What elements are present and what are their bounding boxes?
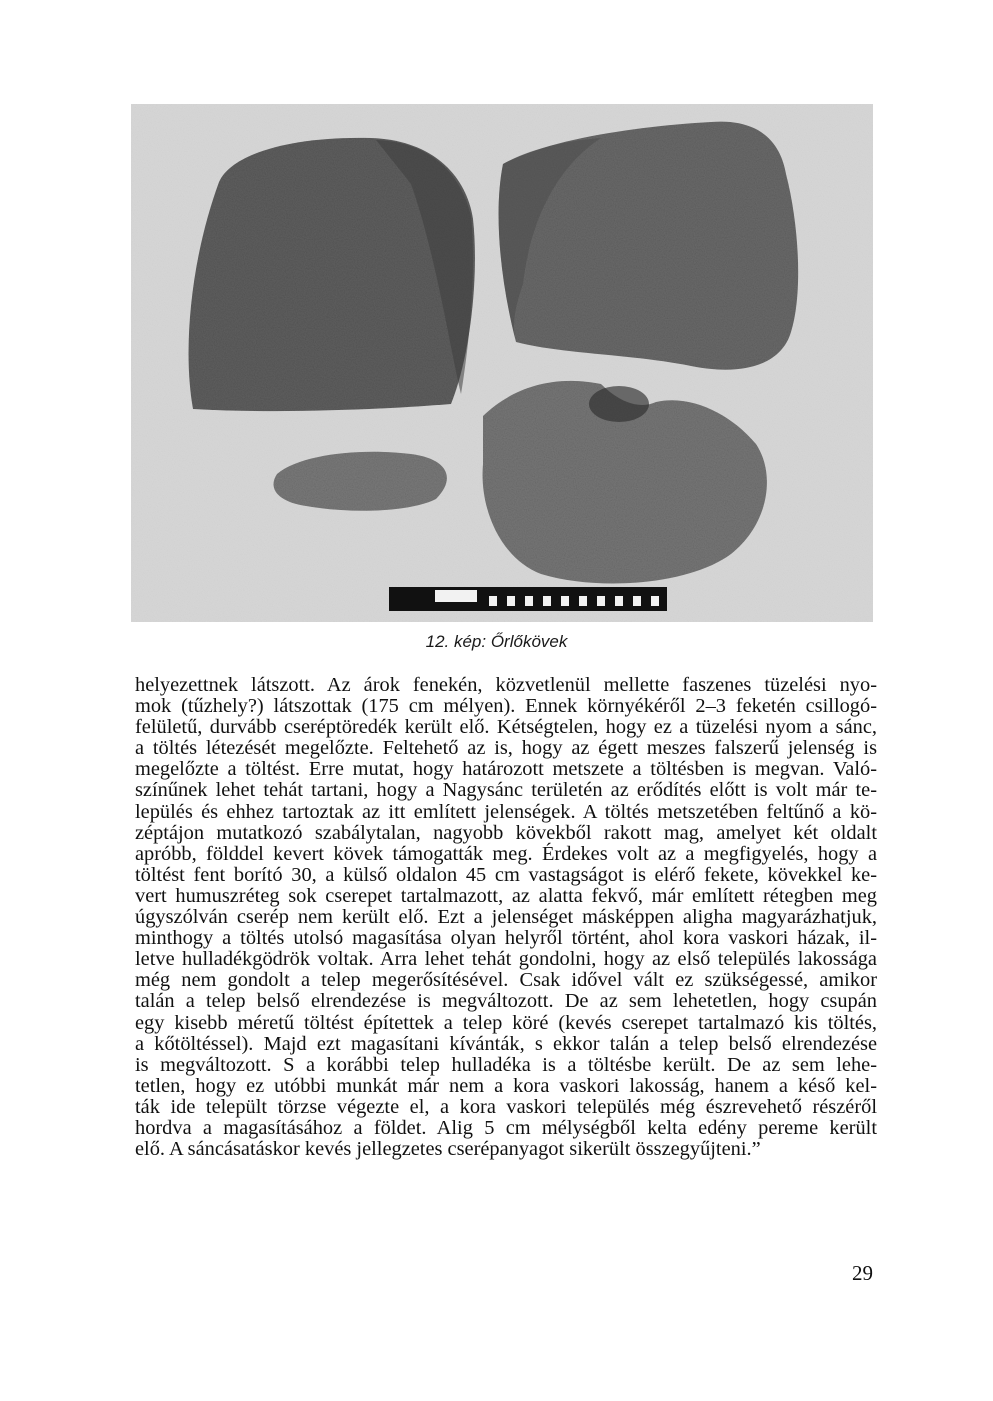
text-line: hordva a magasításához a földet. Alig 5 cm mélységből kelta edény pereme került (135, 1116, 877, 1139)
figure-caption: 12. kép: Őrlőkövek (425, 632, 568, 651)
text-line: talán a telep belső elrendezése is megváltozott. De az sem lehetetlen, hogy csupán (135, 990, 877, 1013)
text-line: minthogy a töltés utolsó magasítása olyan helyről történt, ahol kora vaskori házak, il- (135, 927, 877, 950)
text-line: letve hulladékgödrök voltak. Arra lehet tehát gondolni, hogy az első település lakossága (135, 948, 877, 971)
text-line: felületű, durvább cseréptöredék került elő. Kétségtelen, hogy ez a tüzelési nyom a sánc, (135, 716, 877, 739)
text-line: úgyszólván cserép nem került elő. Ezt a jelenséget másképpen aligha magyarázhatjuk, (135, 906, 877, 929)
text-line: a kőtöltéssel). Majd ezt magasítani kívánták, s ekkor talán a telep belső elrendezése (135, 1032, 877, 1055)
text-line: a töltés létezését megelőzte. Feltehető az is, hogy az égett meszes falszerű jelenség is (135, 737, 877, 760)
grindstones-photo (131, 104, 873, 622)
text-line: megelőzte a töltést. Erre mutat, hogy határozott metszete a töltésben is megvan. Való- (135, 758, 877, 781)
text-line: helyezettnek látszott. Az árok fenekén, közvetlenül mellette faszenes tüzelési nyo- (135, 674, 877, 696)
text-line: töltést fent borító 30, a külső oldalon 45 cm vastagságot is elérő fekete, kövekkel ke- (135, 863, 877, 886)
text-line: lepülés és ehhez tartoztak az itt említett jelenségek. A töltés metszetében feltűnő a kö- (135, 800, 877, 823)
text-line: színűnek lehet tehát tartani, hogy a Nagysánc területén az erődítés előtt is volt már te- (135, 779, 877, 802)
photo-illustration (131, 104, 873, 622)
text-line: mok (tűzhely?) látszottak (175 cm mélyen). Ennek környékéről 2–3 feketén csillogó- (135, 695, 877, 718)
text-line: vert humuszréteg sok cserepet tartalmazott, az alatta fekvő, már említett rétegben meg (135, 884, 877, 907)
text-line: is megváltozott. S a korábbi telep hulladéka is a töltésbe került. De az sem lehe- (135, 1053, 877, 1076)
text-line: még nem gondolt a telep megerősítésével. Csak idővel vált ez szükségessé, amikor (135, 969, 877, 992)
text-line: elő. A sáncásatáskor kevés jellegzetes cserépanyagot sikerült összegyűjteni.” (135, 1138, 761, 1161)
text-line: zéptájon mutatkozó szabálytalan, nagyobb kövekből rakott mag, amelyet két oldalt (135, 821, 877, 844)
text-line: ták ide települt törzse végezte el, a kora vaskori település még észrevehető részéről (135, 1095, 877, 1118)
text-line: egy kisebb méretű töltést építettek a telep köré (kevés cserepet tartalmazó kis töltés, (135, 1011, 877, 1034)
scale-bar (389, 587, 667, 611)
text-line: tetlen, hogy ez utóbbi munkát már nem a kora vaskori lakosság, hanem a késő kel- (135, 1074, 877, 1097)
body-text (135, 675, 877, 1160)
page-number: 29 (852, 1261, 873, 1285)
text-line: apróbb, földdel kevert kövek támogatták meg. Érdekes volt az a megfigyelés, hogy a (135, 842, 877, 865)
